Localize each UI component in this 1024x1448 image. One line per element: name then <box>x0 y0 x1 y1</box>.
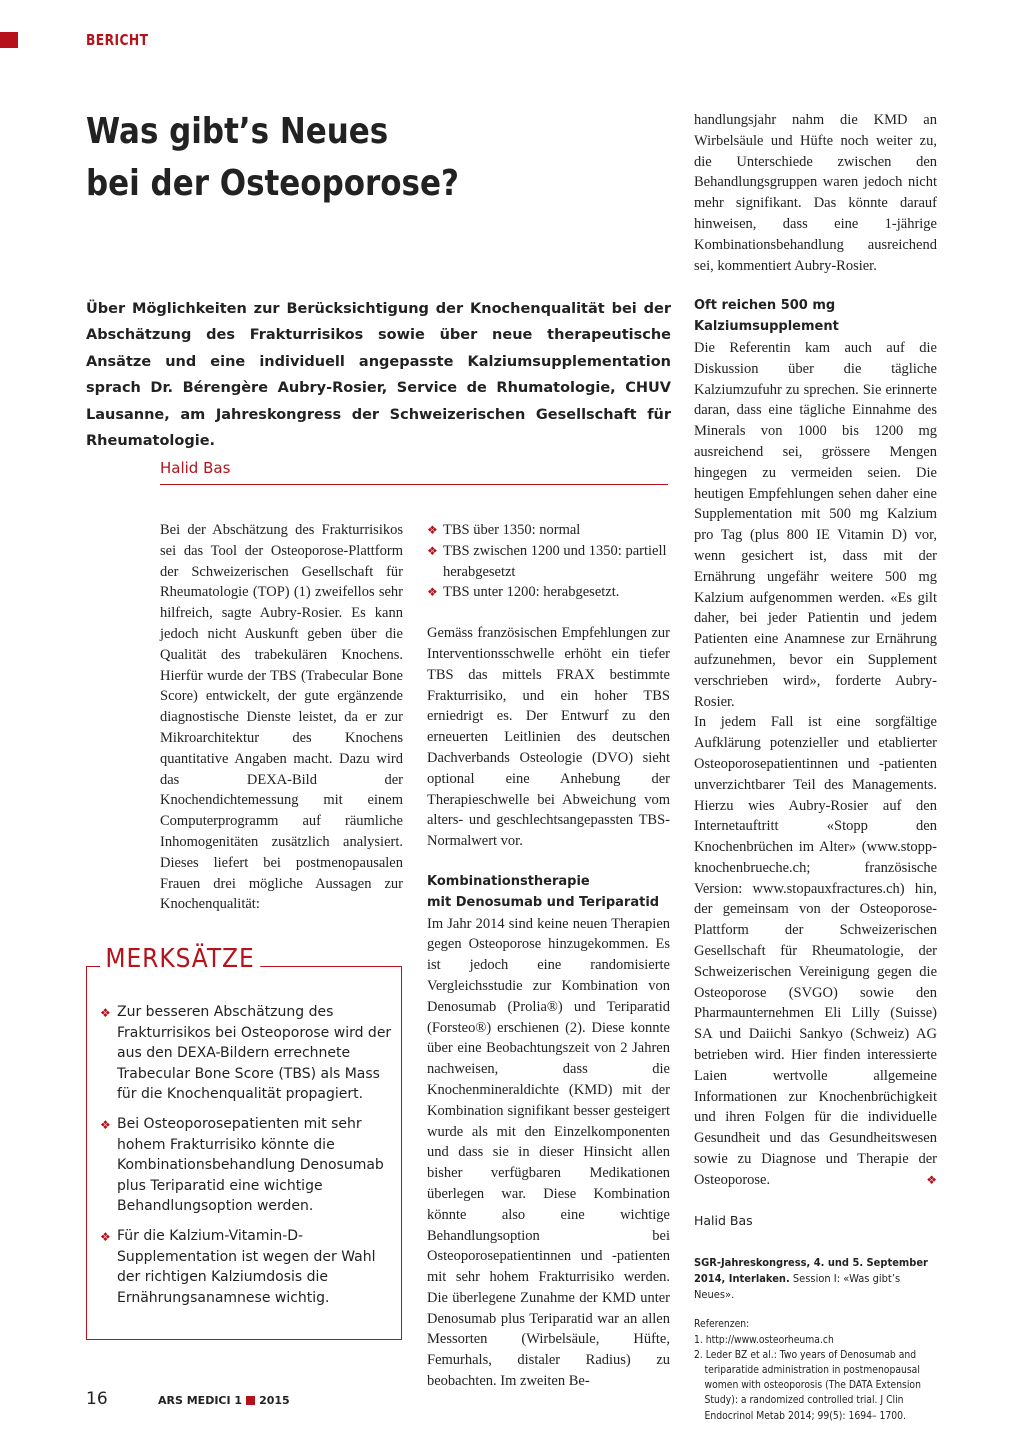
paragraph: In jedem Fall ist eine sorgfältige Aufklärung potenzieller und etablierter Osteoporosepatientinnen und -patienten unverzichtbarer Teil des Managements. Hierzu wies Aubry-Rosier auf den Internetauftritt «Stopp den Knochenbrüchen im Alter» (www.stopp-knochenbrueche.ch; französische Version: www.stopauxfractures.ch) hin, der gemeinsam von der Osteoporose-Plattform der Schweizerischen Gesellschaft für Rheumatologie, der Schweizerischen Vereinigung gegen die Osteoporose (SVGO) sowie den Pharmaunternehmen Eli Lilly (Suisse) SA und Daiichi Sankyo (Schweiz) AG betrieben wird. Hier finden interessierte Laien wertvolle allgemeine Informationen zur Knochenbrüchigkeit und ihren Folgen für die individuelle Gesundheit und das Gesundheitswesen sowie zu Diagnose und Therapie der Osteoporose. ❖ <box>694 712 937 1190</box>
reference-item: 2. Leder BZ et al.: Two years of Denosumab and teriparatide administration in postmenopausal women with osteoporosis (The DATA Extension Study): a randomized controlled trial. J Clin Endocrinol Metab 2014; 99(5): 1694– 1700. <box>694 1348 921 1422</box>
footer-square-icon <box>246 1396 255 1405</box>
article-title <box>86 106 576 210</box>
list-item: ❖ TBS zwischen 1200 und 1350: partiell herabgesetzt <box>427 542 667 580</box>
list-item: ❖ TBS über 1350: normal <box>427 520 670 541</box>
title-line-2: bei der Osteoporose? <box>86 163 459 204</box>
signature-author: Halid Bas <box>694 1212 753 1228</box>
diamond-bullet-icon: ❖ <box>427 585 438 600</box>
page-number: 16 <box>86 1389 108 1409</box>
paragraph: Die Referentin kam auch auf die Diskussion über die tägliche Kalziumzufuhr zu sprechen. Sie erinnerte daran, dass eine tägliche Einnahme des Minerals von 1000 bis 1200 mg ausreichend sei, grössere Mengen hingegen zu vermeiden seien. Die heutigen Empfehlungen sehen daher eine Supplementation mit 500 mg Kalzium pro Tag (plus 800 IE Vitamin D) vor, wenn gesichert ist, dass mit der Ernährung ungefähr weitere 500 mg Kalzium aufgenommen werden. «Es gilt daher, bei jeder Patientin und jedem Patienten eine Anamnese zur Ernährung aufzunehmen, bevor ein Supplement verschrieben wird», forderte Aubry-Rosier. <box>694 339 937 710</box>
list-item: ❖ TBS unter 1200: herabgesetzt. <box>427 582 670 603</box>
diamond-bullet-icon: ❖ <box>100 1006 111 1020</box>
diamond-bullet-icon: ❖ <box>427 543 438 558</box>
merksatze-item: ❖ Für die Kalzium-Vitamin-D-Supplementation ist wegen der Wahl der richtigen Kalziumdosis die Ernährungsanamnese wichtig. <box>100 1227 376 1306</box>
references-title: Referenzen: <box>694 1318 750 1331</box>
diamond-bullet-icon: ❖ <box>427 523 438 537</box>
section-marker <box>0 32 18 48</box>
article-author: Halid Bas <box>160 459 231 477</box>
diamond-bullet-icon: ❖ <box>100 1117 111 1132</box>
merksatze-item: ❖ Zur besseren Abschätzung des Frakturrisikos bei Osteoporose wird der aus den DEXA-Bildern errechnete Trabecular Bone Score (TBS) als Mass für die Knochenqualität propagiert. <box>100 1004 392 1103</box>
reference-item: 1. http://www.osteorheuma.ch <box>694 1333 834 1346</box>
footer-journal: ARS MEDICI 1 2015 <box>158 1394 290 1407</box>
column-middle <box>427 520 670 1392</box>
merksatze-item: ❖ Bei Osteoporosepatienten mit sehr hohem Frakturrisiko könnte die Kombinationsbehandlung Denosumab plus Teriparatid eine wichtige Behandlungsoption werden. <box>100 1115 384 1215</box>
paragraph: Bei der Abschätzung des Frakturrisikos sei das Tool der Osteoporose-Plattform der Schweizerischen Gesellschaft für Rheumatologie (TOP) (1) zweifellos sehr hilfreich, sagte Aubry-Rosier. Es kann jedoch nicht Auskunft geben über die Qualität des trabekulären Knochens. Hierfür wurde der TBS (Trabecular Bone Score) entwickelt, der gute ergänzende diagnostische Dienste leistet, da er zur Mikroarchitektur des Knochens quantitative Angaben macht. Dazu wird das DEXA-Bild der Knochendichtemessung mit einem Computerprogramm auf räumliche Inhomogenitäten zusätzlich analysiert. Dieses liefert bei postmenopausalen Frauen drei mögliche Aussagen zur Knochenqualität: <box>160 522 403 913</box>
references <box>694 1317 936 1423</box>
section-label: BERICHT <box>86 31 149 49</box>
end-diamond-icon: ❖ <box>926 1172 937 1187</box>
paragraph: Im Jahr 2014 sind keine neuen Therapien gegen Osteoporose hinzugekommen. Es ist jedoch eine randomisierte Vergleichsstudie zur Kombination von Denosumab (Prolia®) und Teriparatid (Forsteo®) erschienen (2). Diese konnte über eine Beobachtungszeit von 2 Jahren nachweisen, dass die Knochenmineraldichte (KMD) mit der Kombination signifikant besser gesteigert wurde als mit den Einzelkomponenten und dass sie in dieser Hinsicht allen bisher verfügbaren Medikationen überlegen war. Diese Kombination könnte also eine wichtige Behandlungsoption bei Osteoporosepatientinnen und -patienten mit sehr hohem Frakturrisiko werden. Die überlegene Zunahme der KMD unter Denosumab plus Teriparatid war an allen Messorten (Wirbelsäule, Hüfte, Femurhals, distaler Radius) zu beobachten. Im zweiten Be- <box>427 915 670 1390</box>
congress-note: SGR-Jahreskongress, 4. und 5. September 2014, Interlaken. Session I: «Was gibt’s Neues». <box>694 1256 928 1302</box>
column-right <box>694 110 937 1424</box>
subheading: Kombinationstherapie mit Denosumab und Teriparatid <box>427 873 660 910</box>
title-line-1: Was gibt’s Neues <box>86 111 389 152</box>
column-left <box>160 520 403 915</box>
merksatze-title: MERKSÄTZE <box>100 944 260 974</box>
article-lead: Über Möglichkeiten zur Berücksichtigung der Knochenqualität bei der Abschätzung des Frakturrisikos sowie über neue therapeutische Ansätze und eine individuell angepasste Kalziumsupplementation sprach Dr. Bérengère Aubry-Rosier, Service de Rhumatologie, CHUV Lausanne, am Jahreskongress der Schweizerischen Gesellschaft für Rheumatologie. <box>86 301 671 450</box>
author-divider <box>160 484 668 485</box>
merksatze-list <box>100 1002 392 1317</box>
tbs-list <box>427 520 670 603</box>
references-list <box>694 1333 936 1424</box>
diamond-bullet-icon: ❖ <box>100 1229 111 1244</box>
paragraph: handlungsjahr nahm die KMD an Wirbelsäule und Hüfte noch weiter zu, die Unterschiede zwischen den Behandlungsgruppen waren jedoch nicht mehr signifikant. Das könnte darauf hinweisen, dass eine 1-jährige Kombinationsbehandlung ausreichend sei, kommentiert Aubry-Rosier. <box>694 112 937 274</box>
paragraph: Gemäss französischen Empfehlungen zur Interventionsschwelle erhöht ein tiefer TBS das mittels FRAX bestimmte Frakturrisiko, und ein hoher TBS erniedrigt es. Der Entwurf zu den erneuerten Leitlinien des deutschen Dachverbands Osteologie (DVO) sieht optional eine Anhebung der Therapieschwelle bei Abweichung vom alters- und geschlechtsangepassten TBS-Normalwert vor. <box>427 625 670 850</box>
subheading: Oft reichen 500 mg Kalziumsupplement <box>694 298 839 335</box>
